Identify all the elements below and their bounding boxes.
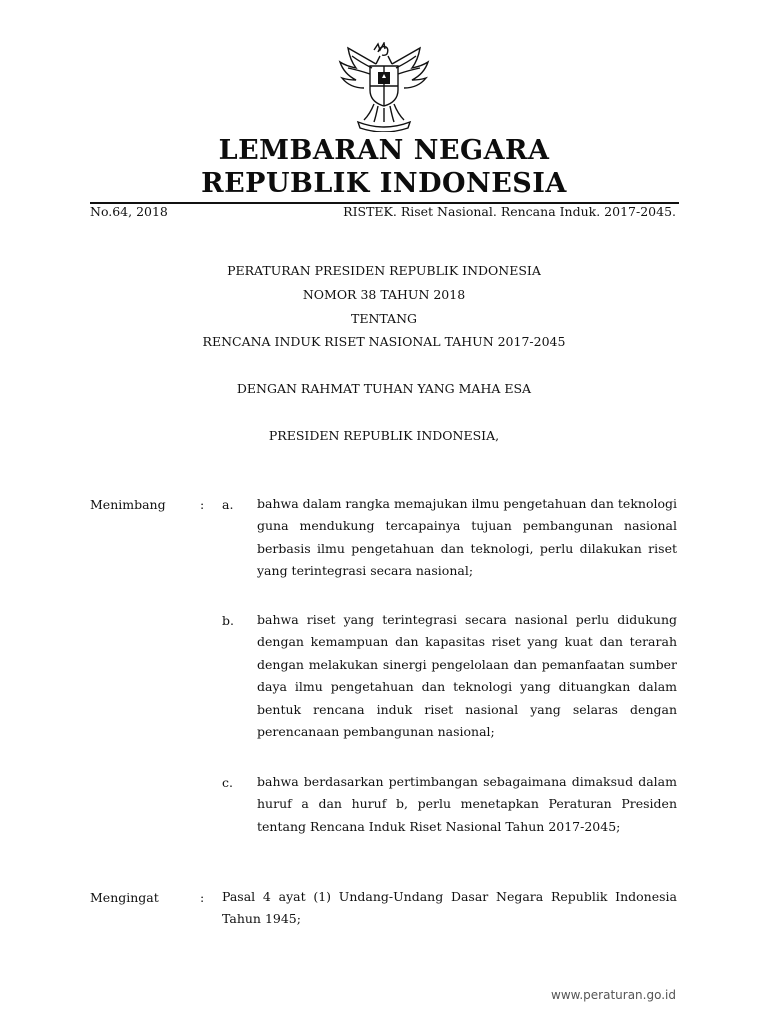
item-letter-b: b. xyxy=(222,613,234,628)
menimbang-label: Menimbang xyxy=(90,497,166,512)
garuda-emblem-icon xyxy=(334,42,434,132)
footer-url: www.peraturan.go.id xyxy=(551,988,676,1002)
item-letter-a: a. xyxy=(222,497,234,512)
gazette-number: No.64, 2018 xyxy=(90,204,168,219)
regulation-tentang: TENTANG xyxy=(350,311,417,326)
regulation-number: NOMOR 38 TAHUN 2018 xyxy=(302,287,466,302)
menimbang-item-b: bahwa riset yang terintegrasi secara nasional perlu didukung dengan kemampuan dan kapasitas riset yang kuat dan terarah dengan melakukan sinergi pengelolaan dan pemanfaatan sumber daya ilmu pengetahuan dan teknologi yang dituangkan dalam bentuk rencana induk riset nasional yang selaras dengan perencanaan pembangunan nasional; xyxy=(257,612,677,740)
menimbang-item-c: bahwa berdasarkan pertimbangan sebagaimana dimaksud dalam huruf a dan huruf b, perlu menetapkan Peraturan Presiden tentang Rencana Induk Riset Nasional Tahun 2017-2045; xyxy=(257,774,677,834)
regulation-subject: RENCANA INDUK RISET NASIONAL TAHUN 2017-2045 xyxy=(202,334,566,349)
regulation-title: PERATURAN PRESIDEN REPUBLIK INDONESIA xyxy=(227,263,541,278)
menimbang-item-a: bahwa dalam rangka memajukan ilmu pengetahuan dan teknologi guna mendukung tercapainya tujuan pembangunan nasional berbasis ilmu pengetahuan dan teknologi, perlu dilakukan riset yang terintegrasi secara nasional; xyxy=(257,496,677,579)
menimbang-colon: : xyxy=(200,497,205,512)
mengingat-item: Pasal 4 ayat (1) Undang-Undang Dasar Negara Republik Indonesia Tahun 1945; xyxy=(222,889,677,927)
gazette-title-line1: LEMBARAN NEGARA xyxy=(218,135,550,166)
gazette-title-line2: REPUBLIK INDONESIA xyxy=(201,168,567,199)
mengingat-label: Mengingat xyxy=(90,890,159,905)
gazette-subject: RISTEK. Riset Nasional. Rencana Induk. 2017-2045. xyxy=(343,204,676,219)
preamble: DENGAN RAHMAT TUHAN YANG MAHA ESA xyxy=(236,381,532,396)
mengingat-colon: : xyxy=(200,890,205,905)
president-heading: PRESIDEN REPUBLIK INDONESIA, xyxy=(268,428,500,443)
item-letter-c: c. xyxy=(222,775,233,790)
